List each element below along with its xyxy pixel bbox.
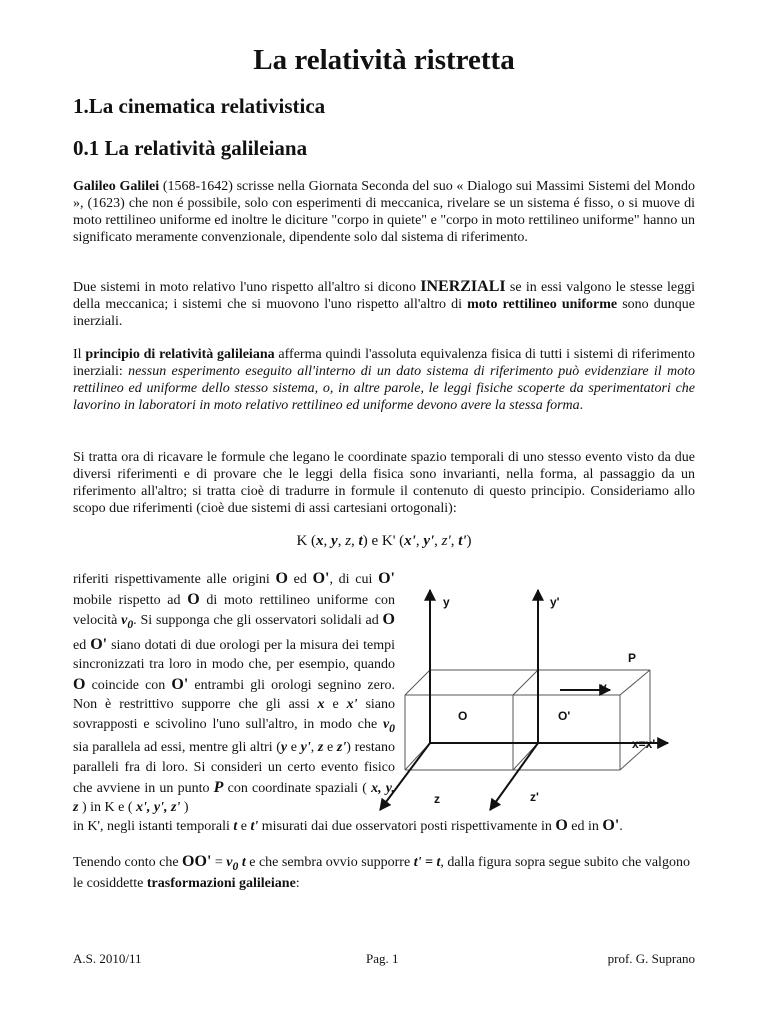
- text-span: ) e K' (: [362, 533, 405, 549]
- text-span: ,: [450, 533, 459, 549]
- term-inerziali: INERZIALI: [420, 278, 506, 295]
- page-title: La relatività ristretta: [253, 44, 515, 76]
- var: t: [233, 819, 238, 834]
- text-span: ) restano paralleli fra di loro. Si consideri un certo evento fisico che avviene in un punto: [73, 740, 395, 796]
- text-span: Due sistemi in moto relativo l'uno rispetto all'altro si dicono: [73, 280, 421, 295]
- label-velocity: v: [600, 680, 607, 694]
- text-span: ,: [323, 533, 332, 549]
- text-span: , dalla figura sopra segue subito che valgono le cosiddette: [73, 855, 690, 891]
- var: O': [602, 817, 620, 834]
- text-span: ) in K e (: [78, 800, 136, 816]
- text-span: , di cui: [329, 572, 379, 587]
- var: O: [275, 570, 288, 587]
- var: y: [331, 533, 338, 549]
- text-span: mobile rispetto ad: [73, 592, 188, 608]
- label-x-axis: x=x': [632, 737, 656, 751]
- text-span: e: [237, 819, 251, 834]
- term-trasformazioni: trasformazioni galileiane: [146, 875, 296, 891]
- var: y: [280, 740, 288, 756]
- text-span: entrambi gli orologi segnino zero. Non è restrittivo supporre che gli assi: [73, 677, 395, 713]
- paragraph-inerziali: [73, 278, 695, 330]
- section-heading-1: 1.La cinematica relativistica: [73, 94, 326, 118]
- text-span: e: [323, 740, 337, 756]
- label-z-prime: z': [530, 790, 539, 804]
- reference-frames-figure: [350, 578, 670, 828]
- var: 0: [232, 859, 239, 873]
- var: y': [423, 533, 435, 549]
- text-span: Il: [73, 347, 86, 362]
- var: v: [121, 613, 128, 629]
- section-heading-0-1: 0.1 La relatività galileiana: [73, 136, 308, 160]
- var: x': [404, 533, 416, 549]
- label-z: z: [434, 792, 440, 806]
- text-span: . Si supponga che gli osservatori solidali ad: [133, 613, 383, 629]
- footer-author: prof. G. Suprano: [607, 951, 695, 966]
- text-span: con coordinate spaziali (: [223, 780, 372, 796]
- text-span: ed in: [567, 819, 603, 834]
- text-span: se in essi valgono le stesse leggi della meccanica; i sistemi che si muovono l'uno rispetto all'altro di: [73, 280, 695, 312]
- text-span: misurati dai due osservatori posti rispettivamente in: [258, 819, 556, 834]
- var: v: [226, 855, 233, 870]
- text-span: in K', negli istanti temporali: [73, 819, 234, 834]
- text-span: ,: [337, 533, 346, 549]
- label-point-p: P: [628, 651, 637, 665]
- var: O: [382, 611, 395, 629]
- var: x', y', z': [136, 800, 181, 816]
- var: t: [358, 533, 363, 549]
- label-y-prime: y': [550, 595, 560, 609]
- var: z: [345, 533, 352, 549]
- axes: [380, 590, 668, 810]
- text-span: coincide con: [85, 677, 172, 693]
- text-span: siano dotati di due orologi per la misura dei tempi sincronizzati tra loro in modo che, per esempio, quando: [73, 637, 395, 673]
- text-span: e: [287, 740, 301, 756]
- var: O': [171, 675, 189, 693]
- text-span: ,: [434, 533, 442, 549]
- var: 0: [127, 617, 134, 631]
- paragraph-formule: Si tratta ora di ricavare le formule che legano le coordinate spazio temporali di uno stesso evento visto da due diversi riferimenti e di provare che le leggi della fisica sono invarianti, nella forma, al passaggio da un riferimento all'altro; si tratta cioè di tradurre in formule il contenuto di questo principio. Consideriamo allo scopo due riferimenti (cioè due sistemi di assi cartesiani ortogonali):: [73, 450, 695, 516]
- text-span: sono dunque inerziali.: [73, 297, 695, 329]
- text-span: riferiti rispettivamente alle origini: [73, 572, 276, 587]
- label-origin-o-prime: O': [558, 709, 571, 723]
- footer-year: A.S. 2010/11: [73, 951, 142, 966]
- var: x: [317, 697, 325, 713]
- var: O: [555, 817, 568, 834]
- var: O: [73, 675, 86, 693]
- var: x: [316, 533, 324, 549]
- coordinate-box: [405, 670, 650, 770]
- var: t' = t: [413, 855, 441, 870]
- var: z: [317, 740, 324, 756]
- text-span: ): [466, 533, 472, 549]
- var: x, y, z: [73, 780, 395, 816]
- text-span: ed: [287, 572, 313, 587]
- paragraph-text: (1568-1642) scrisse nella Giornata Seconda del suo « Dialogo sui Massimi Sistemi del Mondo », (1623) che non é possibile, solo con esperimenti di meccanica, rivelare se un sistema é fisso, o si muove di moto rettilineo uniforme ed inoltre le diciture "corpo in quiete" e "corpo in moto rettilineo uniforme" hanno un significato meramente convenzionale, dipendente solo dal sistema di riferimento.: [73, 179, 695, 245]
- var: t: [241, 855, 246, 870]
- galileo-name: Galileo Galilei: [73, 179, 160, 194]
- paragraph-trasformazioni: [73, 853, 695, 892]
- term-moto: moto rettilineo uniforme: [467, 297, 618, 312]
- var: 0: [389, 721, 395, 735]
- text-span: =: [211, 855, 227, 870]
- text-span: ,: [415, 533, 424, 549]
- text-span: siano sovrapposti e scivolino l'uno sull'altro, in modo che: [73, 697, 395, 732]
- var: z': [336, 740, 347, 756]
- var: y': [300, 740, 311, 756]
- text-span: ,: [351, 533, 359, 549]
- var: O': [90, 635, 108, 653]
- text-span: Tenendo conto che: [73, 855, 183, 870]
- var: O': [378, 570, 395, 587]
- text-span: afferma quindi l'assoluta equivalenza fisica di tutti i sistemi di riferimento inerziali:: [73, 347, 695, 379]
- text-span: K (: [296, 533, 317, 549]
- var: P: [213, 778, 224, 796]
- paragraph-principio: [73, 346, 695, 414]
- text-span: e: [324, 697, 347, 713]
- label-origin-o: O: [458, 709, 468, 723]
- var: t': [458, 533, 467, 549]
- var: O: [187, 590, 200, 608]
- text-span: sia parallela ad essi, mentre gli altri (: [73, 740, 281, 756]
- text-span: ,: [310, 740, 318, 756]
- reference-frames-formula: [73, 533, 695, 550]
- label-y: y: [443, 595, 450, 609]
- text-span: .: [579, 398, 584, 413]
- var: OO': [182, 853, 212, 870]
- paragraph-galileo: [73, 178, 695, 246]
- term-principio: principio di relatività galileiana: [85, 347, 275, 362]
- var: x': [346, 697, 358, 713]
- text-span: ): [180, 800, 189, 816]
- var: v: [382, 716, 390, 732]
- footer-page-number: Pag. 1: [366, 951, 399, 966]
- text-span: .: [619, 819, 623, 834]
- text-span: di moto rettilineo uniforme con velocità: [73, 592, 395, 629]
- text-span: ed: [73, 637, 91, 653]
- var: t': [250, 819, 259, 834]
- text-span: :: [295, 875, 300, 891]
- var: z': [441, 533, 451, 549]
- paragraph-riferiti: [73, 569, 395, 818]
- var: O': [312, 570, 330, 587]
- text-span: e che sembra ovvio supporre: [245, 855, 414, 870]
- italic-statement: nessun esperimento eseguito all'interno di un dato sistema di riferimento può evidenziare il moto rettilineo ed uniforme dello stesso sistema, o, in altre parole, le leggi fisiche scoperte da sperimentatori che lavorino in laboratori in moto relativo rettilineo ed uniforme devono avere la stessa forma: [73, 364, 695, 413]
